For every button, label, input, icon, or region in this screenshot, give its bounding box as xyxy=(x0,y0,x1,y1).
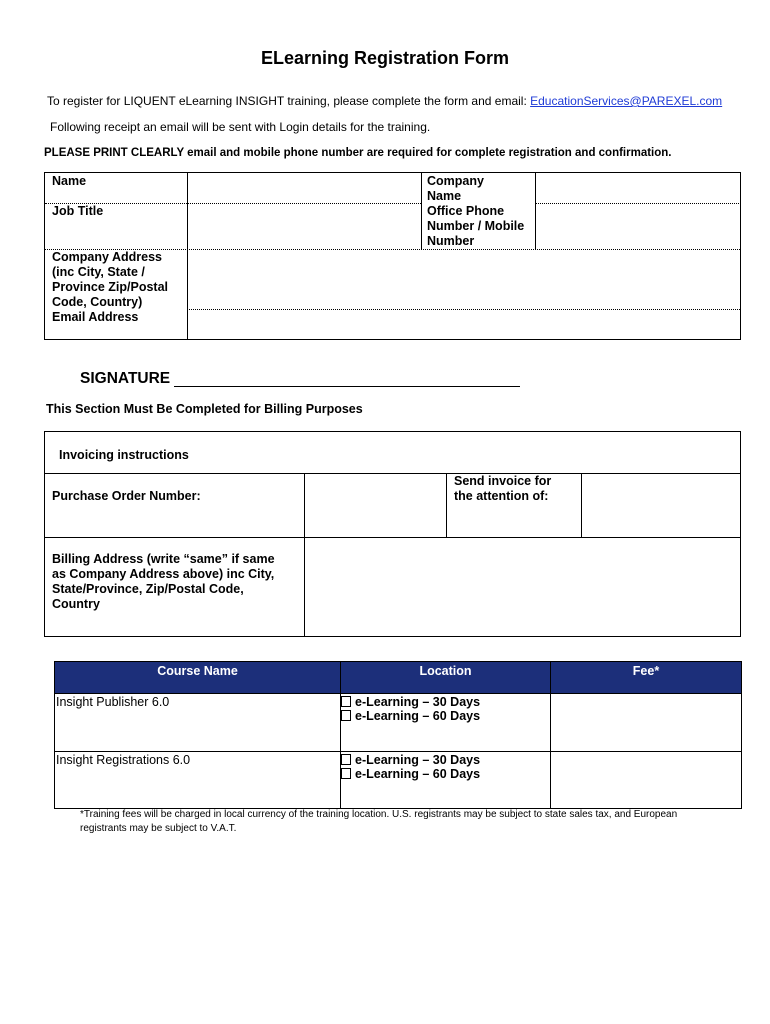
footnote-line: *Training fees will be charged in local currency of the training location. U.S. registrants may be subject to state sales tax, and European xyxy=(80,809,678,820)
company-address-field[interactable] xyxy=(188,250,739,308)
phone-label xyxy=(427,204,524,249)
phone-field[interactable] xyxy=(537,204,739,248)
job-title-field[interactable] xyxy=(188,204,420,248)
course-name-registrations: Insight Registrations 6.0 xyxy=(56,753,191,767)
company-address-label-line: Company Address xyxy=(52,250,162,264)
invoicing-instructions-label: Invoicing instructions xyxy=(59,448,189,462)
company-address-label-line: Code, Country) xyxy=(52,295,143,309)
attention-field[interactable] xyxy=(582,474,739,536)
attention-label xyxy=(454,474,551,504)
company-name-label-line: Company xyxy=(427,174,484,188)
po-number-label: Purchase Order Number: xyxy=(52,489,201,503)
course-name-header: Course Name xyxy=(157,664,238,678)
option-60-days[interactable] xyxy=(341,709,480,723)
form-title: ELearning Registration Form xyxy=(260,48,510,68)
po-number-field[interactable] xyxy=(305,474,445,536)
billing-address-label-line: Billing Address (write “same” if same xyxy=(52,552,275,566)
name-field[interactable] xyxy=(188,174,420,202)
company-address-label-line: Province Zip/Postal xyxy=(52,280,169,294)
signature-label: SIGNATURE xyxy=(80,370,171,387)
print-clearly-note: PLEASE PRINT CLEARLY email and mobile phone number are required for complete registration and confirmation. xyxy=(44,147,672,159)
option-label: e-Learning – 30 Days xyxy=(355,753,481,767)
attention-label-line: the attention of: xyxy=(454,489,549,503)
option-label: e-Learning – 60 Days xyxy=(355,709,481,723)
billing-address-field[interactable] xyxy=(305,538,739,635)
option-label: e-Learning – 60 Days xyxy=(355,767,481,781)
email-link[interactable]: EducationServices@PAREXEL.com xyxy=(530,94,723,108)
footnote xyxy=(80,808,720,836)
location-header: Location xyxy=(419,664,472,678)
email-address-field[interactable] xyxy=(188,310,739,338)
billing-address-label xyxy=(52,552,275,612)
company-address-label-line: (inc City, State / xyxy=(52,265,145,279)
billing-address-label-line: State/Province, Zip/Postal Code, xyxy=(52,582,244,596)
course-name-publisher: Insight Publisher 6.0 xyxy=(56,695,170,709)
checkbox-icon[interactable] xyxy=(341,754,351,765)
email-address-label: Email Address xyxy=(52,310,139,324)
checkbox-icon[interactable] xyxy=(341,710,351,721)
billing-heading: This Section Must Be Completed for Billing Purposes xyxy=(46,402,363,416)
name-label: Name xyxy=(52,174,87,188)
company-name-field[interactable] xyxy=(537,174,739,202)
phone-label-line: Number xyxy=(427,234,475,248)
signature-line[interactable] xyxy=(174,386,520,387)
option-30-days[interactable] xyxy=(341,753,480,767)
receipt-note: Following receipt an email will be sent with Login details for the training. xyxy=(50,120,431,134)
billing-address-label-line: Country xyxy=(52,597,100,611)
option-label: e-Learning – 30 Days xyxy=(355,695,481,709)
option-60-days[interactable] xyxy=(341,767,480,781)
attention-label-line: Send invoice for xyxy=(454,474,552,488)
fee-field-publisher[interactable] xyxy=(552,694,740,750)
footnote-line: registrants may be subject to V.A.T. xyxy=(80,823,237,834)
phone-label-line: Office Phone xyxy=(427,204,505,218)
phone-label-line: Number / Mobile xyxy=(427,219,525,233)
company-name-label-line: Name xyxy=(427,189,462,203)
location-options-publisher xyxy=(341,695,480,723)
location-options-registrations xyxy=(341,753,480,781)
intro-sentence: To register for LIQUENT eLearning INSIGHT training, please complete the form and email: xyxy=(47,94,531,108)
job-title-label: Job Title xyxy=(52,204,104,218)
billing-address-label-line: as Company Address above) inc City, xyxy=(52,567,275,581)
company-address-label xyxy=(52,250,168,310)
fee-header: Fee* xyxy=(632,664,660,678)
intro-text xyxy=(47,94,722,108)
checkbox-icon[interactable] xyxy=(341,696,351,707)
fee-field-registrations[interactable] xyxy=(552,752,740,807)
checkbox-icon[interactable] xyxy=(341,768,351,779)
option-30-days[interactable] xyxy=(341,695,480,709)
company-name-label xyxy=(427,174,484,204)
